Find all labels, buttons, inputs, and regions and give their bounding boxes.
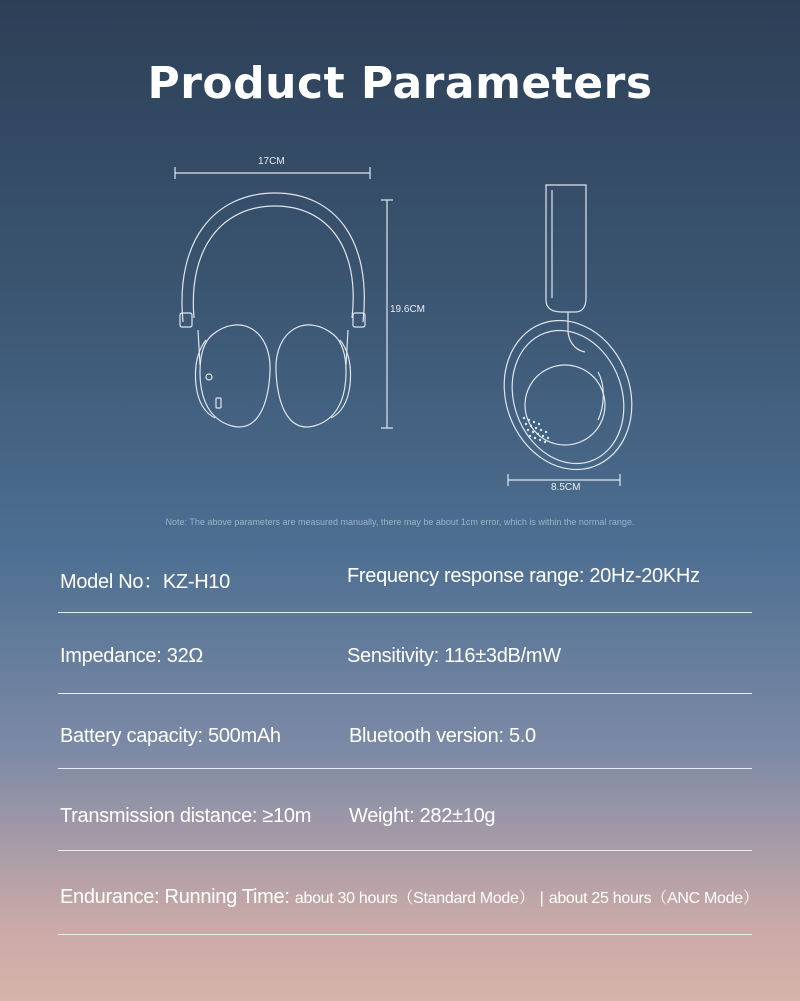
measurement-note: Note: The above parameters are measured manually, there may be about 1cm error, which is within the normal range.	[165, 517, 635, 527]
divider	[58, 612, 752, 613]
endurance-separator: |	[539, 890, 544, 907]
param-sensitivity: Sensitivity: 116±3dB/mW	[347, 645, 561, 667]
param-distance: Transmission distance: ≥10m	[60, 805, 312, 827]
param-weight: Weight: 282±10g	[349, 805, 496, 827]
page-title: Product Parameters	[147, 58, 653, 109]
param-frequency: Frequency response range: 20Hz-20KHz	[347, 565, 700, 587]
divider	[58, 693, 752, 694]
param-endurance	[60, 885, 759, 909]
headphone-drawing	[0, 140, 800, 500]
param-row	[60, 725, 752, 765]
headphone-diagram	[0, 140, 800, 500]
endurance-standard: about 30 hours（Standard Mode）	[294, 890, 535, 907]
param-bluetooth: Bluetooth version: 5.0	[349, 725, 536, 747]
divider	[58, 850, 752, 851]
endurance-label: Endurance: Running Time:	[60, 886, 290, 908]
depth-label: 8.5CM	[551, 482, 581, 493]
param-row	[60, 645, 752, 685]
endurance-anc: about 25 hours（ANC Mode）	[548, 890, 759, 907]
param-impedance: Impedance: 32Ω	[60, 645, 204, 667]
param-model: Model No：KZ-H10	[60, 571, 231, 593]
param-battery: Battery capacity: 500mAh	[60, 725, 281, 747]
param-row	[60, 805, 752, 845]
divider	[58, 768, 752, 769]
width-label: 17CM	[258, 156, 285, 167]
height-label: 19.6CM	[390, 304, 426, 315]
divider	[58, 934, 752, 935]
param-row	[60, 565, 752, 605]
